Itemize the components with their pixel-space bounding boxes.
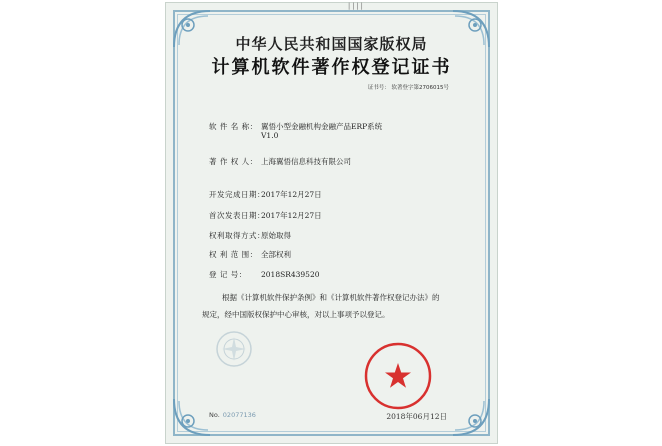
certificate-number: 证书号： 软著登字第2706015号 <box>367 85 449 91</box>
serial-prefix: No. <box>209 411 220 419</box>
official-seal <box>363 341 433 411</box>
field-acquisition-method <box>209 230 291 241</box>
field-value: 2017年12月27日 <box>261 190 322 199</box>
top-mark-glyph: |||| <box>347 2 364 10</box>
field-software-name <box>209 121 382 132</box>
issue-date: 2018年06月12日 <box>386 412 447 421</box>
field-value: 全部权利 <box>261 250 291 259</box>
field-value: 2017年12月27日 <box>261 211 322 220</box>
field-label: 权 利 范 围： <box>209 250 258 259</box>
field-registration-number <box>209 269 320 280</box>
software-version: V1.0 <box>261 131 279 140</box>
serial-number <box>209 411 256 419</box>
issuing-agency: 中华人民共和国国家版权局 <box>235 35 428 53</box>
field-label: 软 件 名 称： <box>209 122 258 131</box>
corner-ornament-bottom-right <box>449 395 493 439</box>
field-label: 开发完成日期： <box>209 190 265 199</box>
field-rights-scope <box>209 249 291 260</box>
field-publication-date <box>209 210 322 221</box>
field-label: 登 记 号： <box>209 270 247 279</box>
field-label: 权利取得方式： <box>209 231 265 240</box>
certificate-title: 计算机软件著作权登记证书 <box>211 57 452 78</box>
field-label: 著 作 权 人： <box>209 157 258 166</box>
legal-statement-line-2: 规定，经中国版权保护中心审核，对以上事项予以登记。 <box>202 310 390 319</box>
watermark-emblem <box>214 329 254 369</box>
certificate <box>165 2 498 444</box>
legal-statement-line-1: 根据《计算机软件保护条例》和《计算机软件著作权登记办法》的 <box>222 293 440 302</box>
field-value: 2018SR439520 <box>261 270 320 279</box>
legal-statement <box>202 289 462 323</box>
field-value: 原始取得 <box>261 231 291 240</box>
serial-value: 02077136 <box>222 411 256 419</box>
field-value: 上海翼悟信息科技有限公司 <box>261 157 351 166</box>
field-completion-date <box>209 189 322 200</box>
field-label: 首次发表日期： <box>209 211 265 220</box>
corner-ornament-bottom-left <box>170 395 214 439</box>
field-copyright-owner <box>209 156 351 167</box>
field-value: 翼悟小型金融机构金融产品ERP系统 <box>261 122 383 131</box>
